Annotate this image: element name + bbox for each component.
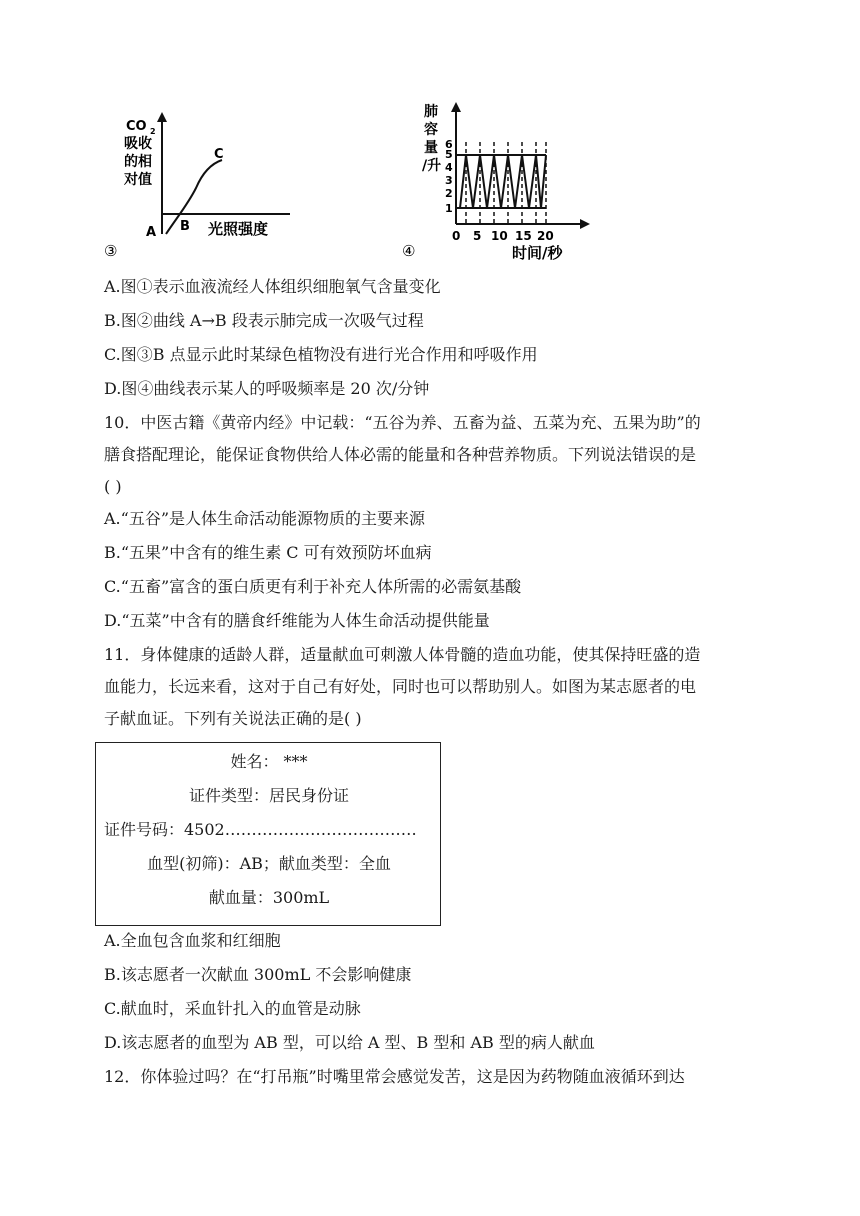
q11-option-c: C.献血时，采血针扎入的血管是动脉 [104,999,361,1018]
fig4-xtick-10: 10 [491,229,508,243]
fig4-ytick-6: 6 [445,138,453,151]
cert-blood-type: 血型(初筛)：AB；献血类型：全血 [147,854,391,873]
cert-volume: 献血量：300mL [208,888,330,907]
q9-option-a: A.图①表示血液流经人体组织细胞氧气含量变化 [104,277,441,296]
q9-option-c: C.图③B 点显示此时某绿色植物没有进行光合作用和呼吸作用 [104,345,538,364]
fig3-xlabel: 光照强度 [208,220,269,238]
fig4-ylabel-line-1: 肺 [424,104,438,120]
fig4-ytick-3: 3 [445,174,453,187]
fig4-ylabel-line-2: 容 [424,122,438,138]
blood-donation-certificate [95,742,441,926]
q10-stem-line-2: 膳食搭配理论，能保证食物供给人体必需的能量和各种营养物质。下列说法错误的是 [104,445,697,464]
fig3-ylabel-line-2: 的相 [124,154,152,170]
fig3-point-b: B [180,219,190,234]
fig4-number: ④ [402,242,416,260]
q10-option-a: A.“五谷”是人体生命活动能源物质的主要来源 [104,509,426,528]
fig4-xtick-15: 15 [515,229,532,243]
fig4-ytick-5: 5 [445,148,453,161]
fig3-ylabel-sub: 2 [150,127,156,136]
fig4-xlabel: 时间/秒 [512,244,563,262]
fig3-ylabel-co2: CO [126,119,147,134]
fig4-y-arrow [451,102,461,112]
fig4-xtick-0: 0 [452,229,461,243]
q11-stem-line-1: 11．身体健康的适龄人群，适量献血可刺激人体骨髓的造血功能，使其保持旺盛的造 [104,645,701,664]
fig4-ytick-1: 1 [445,202,453,215]
q10-option-b: B.“五果”中含有的维生素 C 可有效预防坏血病 [104,543,432,562]
q10-option-c: C.“五畜”富含的蛋白质更有利于补充人体所需的必需氨基酸 [104,577,522,596]
q11-option-d: D.该志愿者的血型为 AB 型，可以给 A 型、B 型和 AB 型的病人献血 [104,1033,595,1052]
q10-option-d: D.“五菜”中含有的膳食纤维能为人体生命活动提供能量 [104,611,490,630]
q11-option-b: B.该志愿者一次献血 300mL 不会影响健康 [104,965,412,984]
cert-name: 姓名： *** [230,752,308,771]
cert-id-type: 证件类型：居民身份证 [188,786,349,805]
figure-4-lung-volume-graph [400,100,600,266]
q10-stem-line-3: ( ) [104,477,122,496]
fig4-xtick-5: 5 [473,229,482,243]
q10-stem-line-1: 10．中医古籍《黄帝内经》中记载：“五谷为养、五畜为益、五菜为充、五果为助”的 [104,413,701,432]
fig3-point-a: A [146,225,157,240]
fig3-y-arrow [157,112,167,122]
fig3-point-c: C [214,147,224,162]
fig4-ytick-4: 4 [445,161,453,174]
q9-option-d: D.图④曲线表示某人的呼吸频率是 20 次/分钟 [104,379,430,398]
q11-option-a: A.全血包含血浆和红细胞 [104,931,281,950]
q12-stem-line-1: 12．你体验过吗？在“打吊瓶”时嘴里常会感觉发苦，这是因为药物随血液循环到达 [104,1067,685,1086]
fig4-ylabel-line-3: 量 [424,140,438,156]
fig3-ylabel-line-1: 吸收 [124,136,152,152]
fig4-x-arrow [580,219,590,229]
fig4-ytick-2: 2 [445,187,453,200]
figure-3-light-co2-graph [100,108,290,258]
cert-id-number: 证件号码：4502……………………………… [104,820,417,839]
fig4-ylabel-line-4: /升 [422,158,442,174]
q11-stem-line-2: 血能力，长远来看，这对于自己有好处，同时也可以帮助别人。如图为某志愿者的电 [104,677,697,696]
fig3-ylabel-line-3: 对值 [124,172,152,188]
fig3-number: ③ [104,242,118,258]
fig4-curve [460,155,546,208]
q11-stem-line-3: 子献血证。下列有关说法正确的是( ) [104,709,362,728]
q9-option-b: B.图②曲线 A→B 段表示肺完成一次吸气过程 [104,311,424,330]
fig4-xtick-20: 20 [537,229,554,243]
